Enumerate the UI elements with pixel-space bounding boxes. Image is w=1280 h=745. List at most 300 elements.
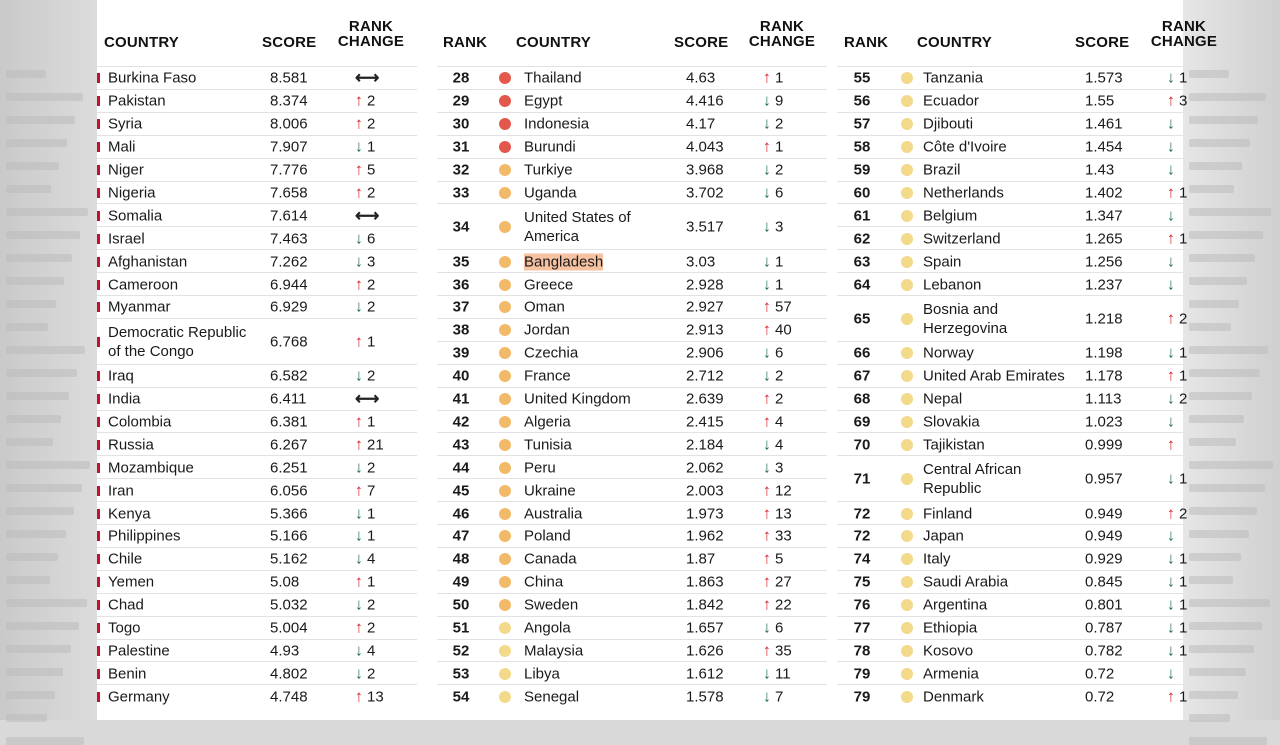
rank-change-value: 2 bbox=[367, 276, 376, 294]
country-cell bbox=[524, 367, 674, 386]
country-cell bbox=[923, 390, 1079, 409]
country-cell bbox=[524, 161, 674, 180]
risk-level-dot-icon bbox=[499, 256, 511, 268]
score-cell: 6.381 bbox=[270, 413, 308, 431]
rank-change-value: 3 bbox=[1179, 92, 1188, 110]
country-cell bbox=[524, 275, 674, 294]
risk-level-tick-icon bbox=[97, 73, 100, 83]
score-cell: 5.004 bbox=[270, 619, 308, 637]
table-row bbox=[97, 410, 417, 434]
risk-level-dot-icon bbox=[901, 691, 913, 703]
header-rank-change-line2: CHANGE bbox=[748, 33, 816, 50]
risk-level-dot-icon bbox=[499, 691, 511, 703]
rank-cell: 40 bbox=[452, 367, 470, 385]
table-row bbox=[97, 570, 417, 594]
table-row bbox=[97, 684, 417, 708]
table-row bbox=[437, 387, 827, 411]
rank-change-cell bbox=[355, 92, 375, 111]
risk-level-tick-icon bbox=[97, 417, 100, 427]
rank-cell: 66 bbox=[853, 344, 871, 362]
score-cell: 5.166 bbox=[270, 527, 308, 545]
arrow-down-icon: ↓ bbox=[763, 184, 771, 202]
rank-change-cell bbox=[355, 229, 375, 248]
rank-change-cell bbox=[763, 218, 783, 237]
country-name: Mozambique bbox=[108, 459, 194, 477]
rank-cell: 71 bbox=[853, 470, 871, 488]
country-name: Canada bbox=[524, 550, 577, 568]
score-cell: 0.999 bbox=[1085, 436, 1123, 454]
table-row bbox=[837, 661, 1183, 685]
score-cell: 1.626 bbox=[686, 642, 724, 660]
rank-change-cell bbox=[1167, 252, 1179, 271]
rank-change-cell bbox=[763, 390, 783, 409]
risk-level-dot-icon bbox=[499, 279, 511, 291]
risk-level-tick-icon bbox=[97, 119, 100, 129]
rank-cell: 28 bbox=[452, 69, 470, 87]
header-country: COUNTRY bbox=[917, 34, 993, 51]
arrow-down-icon: ↓ bbox=[1167, 207, 1175, 225]
risk-level-tick-icon bbox=[97, 142, 100, 152]
blurred-background-left bbox=[0, 0, 97, 720]
country-cell bbox=[108, 275, 263, 294]
table-row bbox=[97, 593, 417, 617]
country-name: Peru bbox=[524, 459, 556, 477]
rank-change-cell bbox=[763, 596, 792, 615]
arrow-left-right-icon: ⟷ bbox=[355, 68, 380, 88]
score-cell: 3.702 bbox=[686, 184, 724, 202]
rank-change-value: 2 bbox=[1179, 390, 1188, 408]
rank-change-cell bbox=[1167, 344, 1187, 363]
country-name: Switzerland bbox=[923, 230, 1001, 248]
rank-cell: 42 bbox=[452, 413, 470, 431]
table-row bbox=[437, 501, 827, 525]
risk-level-dot-icon bbox=[901, 347, 913, 359]
blurred-row bbox=[1189, 185, 1234, 193]
rank-cell: 48 bbox=[452, 550, 470, 568]
blurred-row bbox=[1189, 484, 1265, 492]
score-cell: 0.787 bbox=[1085, 619, 1123, 637]
table-column-1 bbox=[97, 0, 417, 720]
blurred-row bbox=[1189, 599, 1270, 607]
country-cell bbox=[524, 458, 674, 477]
rank-change-value: 1 bbox=[367, 138, 376, 156]
risk-level-tick-icon bbox=[97, 577, 100, 587]
risk-level-dot-icon bbox=[901, 473, 913, 485]
rank-change-value: 2 bbox=[367, 596, 376, 614]
country-name: Tunisia bbox=[524, 436, 572, 454]
blurred-row bbox=[1189, 323, 1231, 331]
rank-change-cell bbox=[355, 206, 383, 226]
rank-change-value: 12 bbox=[775, 482, 792, 500]
country-name: Chile bbox=[108, 550, 143, 568]
country-name: Kosovo bbox=[923, 642, 974, 660]
rank-change-cell bbox=[1167, 69, 1187, 88]
country-cell bbox=[524, 138, 674, 157]
arrow-left-right-icon: ⟷ bbox=[355, 389, 380, 409]
score-cell: 1.461 bbox=[1085, 115, 1123, 133]
rank-change-cell bbox=[355, 573, 375, 592]
arrow-down-icon: ↓ bbox=[1167, 69, 1175, 87]
rank-cell: 61 bbox=[853, 207, 871, 225]
country-cell bbox=[923, 206, 1079, 225]
country-cell bbox=[108, 390, 263, 409]
arrow-down-icon: ↓ bbox=[355, 596, 363, 614]
rank-cell: 76 bbox=[853, 596, 871, 614]
country-name: Norway bbox=[923, 344, 974, 362]
score-cell: 3.968 bbox=[686, 161, 724, 179]
risk-level-dot-icon bbox=[499, 508, 511, 520]
blurred-row bbox=[1189, 277, 1247, 285]
country-name: Israel bbox=[108, 230, 145, 248]
rank-cell: 46 bbox=[452, 505, 470, 523]
table-row bbox=[837, 135, 1183, 159]
risk-level-tick-icon bbox=[97, 257, 100, 267]
arrow-up-icon: ↑ bbox=[355, 688, 363, 706]
table-row bbox=[837, 432, 1183, 456]
table-column-2 bbox=[437, 0, 827, 720]
country-name: Senegal bbox=[524, 688, 580, 706]
blurred-row bbox=[6, 415, 61, 423]
country-name: Iran bbox=[108, 482, 134, 500]
score-cell: 1.573 bbox=[1085, 69, 1123, 87]
country-cell bbox=[923, 435, 1079, 454]
score-cell: 1.256 bbox=[1085, 253, 1123, 271]
score-cell: 1.347 bbox=[1085, 207, 1123, 225]
rank-change-cell bbox=[763, 458, 783, 477]
risk-level-dot-icon bbox=[499, 118, 511, 130]
rank-change-value: 1 bbox=[1179, 619, 1188, 637]
rank-change-value: 4 bbox=[775, 413, 784, 431]
country-cell bbox=[108, 367, 263, 386]
table-row bbox=[837, 295, 1188, 342]
country-name: Denmark bbox=[923, 688, 984, 706]
rank-change-value: 1 bbox=[1179, 573, 1188, 591]
rank-change-value: 1 bbox=[775, 138, 784, 156]
rank-cell: 33 bbox=[452, 184, 470, 202]
blurred-row bbox=[6, 691, 55, 699]
country-name: Ukraine bbox=[524, 482, 576, 500]
country-cell bbox=[108, 115, 263, 134]
country-name: Russia bbox=[108, 436, 154, 454]
arrow-up-icon: ↑ bbox=[763, 413, 771, 431]
score-cell: 3.03 bbox=[686, 253, 716, 271]
score-cell: 2.062 bbox=[686, 459, 724, 477]
rank-change-cell bbox=[763, 412, 783, 431]
rank-change-value: 2 bbox=[775, 115, 784, 133]
rank-change-cell bbox=[763, 687, 783, 706]
table-row bbox=[97, 639, 417, 663]
blurred-row bbox=[6, 392, 69, 400]
score-cell: 1.578 bbox=[686, 688, 724, 706]
country-cell bbox=[923, 300, 1079, 338]
country-name: Turkiye bbox=[524, 161, 573, 179]
country-name: Yemen bbox=[108, 573, 155, 591]
score-cell: 1.87 bbox=[686, 550, 716, 568]
country-cell bbox=[524, 481, 674, 500]
table-row bbox=[97, 135, 417, 159]
rank-change-cell bbox=[1167, 309, 1187, 328]
rank-change-cell bbox=[763, 115, 783, 134]
country-name: Libya bbox=[524, 665, 560, 683]
risk-level-dot-icon bbox=[901, 164, 913, 176]
rank-change-cell bbox=[763, 183, 783, 202]
column-header bbox=[437, 0, 827, 62]
rank-change-cell bbox=[1167, 412, 1179, 431]
rank-cell: 67 bbox=[853, 367, 871, 385]
risk-level-dot-icon bbox=[901, 118, 913, 130]
risk-level-dot-icon bbox=[901, 530, 913, 542]
arrow-up-icon: ↑ bbox=[355, 92, 363, 110]
risk-level-tick-icon bbox=[97, 371, 100, 381]
rank-change-value: 1 bbox=[775, 253, 784, 271]
country-cell bbox=[108, 412, 263, 431]
arrow-down-icon: ↓ bbox=[1167, 470, 1175, 488]
rank-cell: 55 bbox=[853, 69, 871, 87]
table-row bbox=[97, 501, 417, 525]
score-cell: 1.657 bbox=[686, 619, 724, 637]
risk-level-dot-icon bbox=[901, 141, 913, 153]
score-cell: 0.949 bbox=[1085, 505, 1123, 523]
table-row bbox=[97, 455, 417, 479]
arrow-down-icon: ↓ bbox=[763, 436, 771, 454]
rank-change-cell bbox=[763, 481, 792, 500]
rank-change-value: 1 bbox=[1179, 470, 1188, 488]
table-row bbox=[437, 432, 827, 456]
rank-change-value: 3 bbox=[775, 218, 784, 236]
country-cell bbox=[108, 206, 263, 225]
rank-cell: 52 bbox=[452, 642, 470, 660]
country-name: Syria bbox=[108, 115, 143, 133]
rank-change-cell bbox=[355, 161, 375, 180]
score-cell: 6.944 bbox=[270, 276, 308, 294]
table-row bbox=[837, 226, 1188, 250]
risk-level-dot-icon bbox=[901, 576, 913, 588]
rank-change-value: 1 bbox=[1179, 596, 1188, 614]
rank-change-value: 2 bbox=[775, 390, 784, 408]
blurred-row bbox=[6, 93, 83, 101]
blurred-row bbox=[1189, 208, 1271, 216]
arrow-down-icon: ↓ bbox=[763, 344, 771, 362]
country-cell bbox=[524, 344, 674, 363]
arrow-up-icon: ↑ bbox=[1167, 688, 1175, 706]
blurred-row bbox=[6, 668, 63, 676]
rank-change-cell bbox=[763, 641, 792, 660]
country-cell bbox=[108, 504, 263, 523]
risk-level-tick-icon bbox=[97, 509, 100, 519]
country-name: Lebanon bbox=[923, 276, 982, 294]
country-name: Greece bbox=[524, 276, 574, 294]
rank-change-value: 1 bbox=[775, 69, 784, 87]
rank-change-cell bbox=[763, 298, 792, 317]
table-row bbox=[837, 364, 1188, 388]
rank-change-value: 5 bbox=[367, 161, 376, 179]
blurred-row bbox=[1189, 737, 1267, 745]
risk-level-dot-icon bbox=[499, 485, 511, 497]
risk-level-dot-icon bbox=[901, 210, 913, 222]
arrow-up-icon: ↑ bbox=[355, 436, 363, 454]
rank-change-value: 2 bbox=[367, 665, 376, 683]
blurred-row bbox=[1189, 70, 1229, 78]
country-name: Afghanistan bbox=[108, 253, 188, 271]
score-cell: 0.949 bbox=[1085, 527, 1123, 545]
score-cell: 0.929 bbox=[1085, 550, 1123, 568]
table-row bbox=[837, 593, 1188, 617]
country-cell bbox=[923, 527, 1079, 546]
risk-level-dot-icon bbox=[901, 668, 913, 680]
score-cell: 4.416 bbox=[686, 92, 724, 110]
country-cell bbox=[108, 69, 263, 88]
country-cell bbox=[923, 344, 1079, 363]
table-row bbox=[437, 639, 827, 663]
risk-level-tick-icon bbox=[97, 623, 100, 633]
country-name: Tajikistan bbox=[923, 436, 985, 454]
score-cell: 4.17 bbox=[686, 115, 716, 133]
country-name: Germany bbox=[108, 688, 170, 706]
risk-level-dot-icon bbox=[901, 599, 913, 611]
blurred-row bbox=[6, 277, 64, 285]
country-cell bbox=[108, 298, 263, 317]
risk-level-dot-icon bbox=[499, 416, 511, 428]
blurred-row bbox=[6, 645, 71, 653]
score-cell: 6.582 bbox=[270, 367, 308, 385]
rank-change-cell bbox=[1167, 138, 1179, 157]
blurred-row bbox=[1189, 231, 1263, 239]
country-cell bbox=[923, 550, 1079, 569]
risk-level-dot-icon bbox=[499, 347, 511, 359]
score-cell: 6.251 bbox=[270, 459, 308, 477]
score-cell: 8.374 bbox=[270, 92, 308, 110]
country-name: Burkina Faso bbox=[108, 69, 197, 87]
score-cell: 0.957 bbox=[1085, 470, 1123, 488]
country-cell bbox=[108, 687, 263, 706]
score-cell: 0.801 bbox=[1085, 596, 1123, 614]
rank-change-value: 33 bbox=[775, 527, 792, 545]
header-rank-change-line2: CHANGE bbox=[337, 33, 405, 50]
risk-level-dot-icon bbox=[901, 439, 913, 451]
rank-cell: 57 bbox=[853, 115, 871, 133]
blurred-row bbox=[6, 70, 46, 78]
arrow-down-icon: ↓ bbox=[355, 298, 363, 316]
risk-level-tick-icon bbox=[97, 440, 100, 450]
rank-change-value: 1 bbox=[1179, 688, 1188, 706]
rank-change-cell bbox=[355, 641, 375, 660]
arrow-down-icon: ↓ bbox=[763, 459, 771, 477]
rank-change-value: 13 bbox=[367, 688, 384, 706]
country-cell bbox=[524, 687, 674, 706]
rank-change-value: 7 bbox=[367, 482, 376, 500]
header-rank-change bbox=[1145, 19, 1223, 49]
country-name: Algeria bbox=[524, 413, 571, 431]
country-name: Australia bbox=[524, 505, 583, 523]
table-row bbox=[837, 203, 1183, 227]
rank-change-cell bbox=[1167, 470, 1187, 489]
country-cell bbox=[108, 183, 263, 202]
score-cell: 5.032 bbox=[270, 596, 308, 614]
rank-change-value: 13 bbox=[775, 505, 792, 523]
blurred-row bbox=[6, 599, 87, 607]
rank-change-value: 5 bbox=[775, 550, 784, 568]
arrow-down-icon: ↓ bbox=[763, 665, 771, 683]
risk-level-tick-icon bbox=[97, 669, 100, 679]
arrow-down-icon: ↓ bbox=[355, 527, 363, 545]
table-row bbox=[837, 66, 1188, 90]
country-cell bbox=[923, 596, 1079, 615]
rank-change-value: 6 bbox=[775, 184, 784, 202]
rank-change-value: 6 bbox=[775, 619, 784, 637]
risk-level-tick-icon bbox=[97, 463, 100, 473]
score-cell: 4.63 bbox=[686, 69, 716, 87]
rank-change-cell bbox=[355, 435, 384, 454]
country-cell bbox=[524, 641, 674, 660]
rank-change-cell bbox=[1167, 390, 1187, 409]
risk-level-dot-icon bbox=[499, 221, 511, 233]
arrow-down-icon: ↓ bbox=[1167, 161, 1175, 179]
rank-cell: 68 bbox=[853, 390, 871, 408]
rank-change-value: 1 bbox=[367, 527, 376, 545]
score-cell: 6.768 bbox=[270, 333, 308, 351]
blurred-row bbox=[1189, 139, 1250, 147]
rank-change-value: 21 bbox=[367, 436, 384, 454]
rank-change-value: 1 bbox=[1179, 184, 1188, 202]
rank-cell: 78 bbox=[853, 642, 871, 660]
country-name: Colombia bbox=[108, 413, 172, 431]
country-name: United States of America bbox=[524, 209, 631, 246]
rank-change-value: 2 bbox=[367, 92, 376, 110]
score-cell: 1.973 bbox=[686, 505, 724, 523]
blurred-row bbox=[1189, 507, 1257, 515]
country-cell bbox=[923, 161, 1079, 180]
table-row bbox=[97, 387, 417, 411]
table-row bbox=[97, 661, 417, 685]
score-cell: 7.907 bbox=[270, 138, 308, 156]
arrow-down-icon: ↓ bbox=[1167, 413, 1175, 431]
arrow-down-icon: ↓ bbox=[355, 253, 363, 271]
country-cell bbox=[524, 115, 674, 134]
risk-level-dot-icon bbox=[901, 622, 913, 634]
country-cell bbox=[923, 641, 1079, 660]
rank-change-cell bbox=[763, 69, 783, 88]
score-cell: 2.927 bbox=[686, 298, 724, 316]
risk-level-tick-icon bbox=[97, 165, 100, 175]
risk-level-tick-icon bbox=[97, 646, 100, 656]
country-name: Sweden bbox=[524, 596, 579, 614]
arrow-up-icon: ↑ bbox=[355, 115, 363, 133]
country-cell bbox=[923, 92, 1079, 111]
risk-level-dot-icon bbox=[499, 187, 511, 199]
rank-cell: 36 bbox=[452, 276, 470, 294]
rank-change-value: 57 bbox=[775, 298, 792, 316]
rank-change-cell bbox=[355, 332, 375, 351]
rank-change-value: 1 bbox=[1179, 230, 1188, 248]
country-cell bbox=[524, 573, 674, 592]
country-cell bbox=[524, 321, 674, 340]
blurred-row bbox=[6, 208, 88, 216]
arrow-down-icon: ↓ bbox=[355, 642, 363, 660]
country-name: Brazil bbox=[923, 161, 961, 179]
score-cell: 0.72 bbox=[1085, 665, 1115, 683]
rank-change-value: 1 bbox=[775, 276, 784, 294]
blurred-row bbox=[6, 576, 50, 584]
score-cell: 7.776 bbox=[270, 161, 308, 179]
score-cell: 4.802 bbox=[270, 665, 308, 683]
rank-change-value: 9 bbox=[775, 92, 784, 110]
rank-change-cell bbox=[1167, 550, 1187, 569]
country-cell bbox=[108, 641, 263, 660]
country-cell bbox=[923, 252, 1079, 271]
score-cell: 2.712 bbox=[686, 367, 724, 385]
country-name: Saudi Arabia bbox=[923, 573, 1009, 591]
rank-change-cell bbox=[355, 298, 375, 317]
